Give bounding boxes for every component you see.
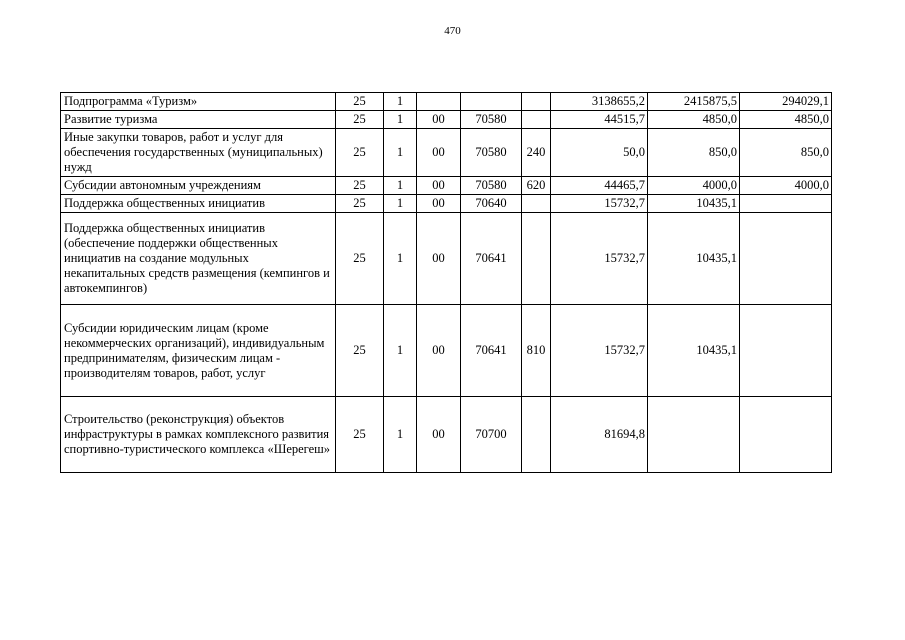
row-name: Развитие туризма bbox=[61, 111, 336, 129]
amount-cell: 850,0 bbox=[648, 129, 740, 177]
code-cell: 620 bbox=[522, 177, 551, 195]
row-name: Субсидии юридическим лицам (кроме некоммерческих организаций), индивидуальным предпринимателям, физическим лицам - производителям товаров, работ, услуг bbox=[61, 305, 336, 397]
amount-cell: 4000,0 bbox=[648, 177, 740, 195]
row-name: Строительство (реконструкция) объектов инфраструктуры в рамках комплексного развития спортивно-туристического комплекса «Шерегеш» bbox=[61, 397, 336, 473]
code-cell: 240 bbox=[522, 129, 551, 177]
code-cell bbox=[522, 195, 551, 213]
amount-cell: 15732,7 bbox=[551, 195, 648, 213]
code-cell: 25 bbox=[336, 397, 384, 473]
table-row bbox=[61, 305, 832, 397]
code-cell: 25 bbox=[336, 93, 384, 111]
code-cell: 00 bbox=[417, 397, 461, 473]
code-cell: 1 bbox=[384, 195, 417, 213]
code-cell: 00 bbox=[417, 129, 461, 177]
amount-cell: 850,0 bbox=[740, 129, 832, 177]
code-cell: 1 bbox=[384, 111, 417, 129]
code-cell: 70640 bbox=[461, 195, 522, 213]
table-row bbox=[61, 213, 832, 305]
code-cell: 1 bbox=[384, 177, 417, 195]
code-cell: 25 bbox=[336, 305, 384, 397]
amount-cell: 294029,1 bbox=[740, 93, 832, 111]
code-cell: 70641 bbox=[461, 305, 522, 397]
code-cell bbox=[522, 397, 551, 473]
amount-cell: 44515,7 bbox=[551, 111, 648, 129]
code-cell: 70580 bbox=[461, 129, 522, 177]
code-cell: 00 bbox=[417, 195, 461, 213]
code-cell: 25 bbox=[336, 129, 384, 177]
code-cell: 00 bbox=[417, 213, 461, 305]
code-cell: 25 bbox=[336, 177, 384, 195]
amount-cell: 44465,7 bbox=[551, 177, 648, 195]
code-cell bbox=[461, 93, 522, 111]
amount-cell bbox=[648, 397, 740, 473]
budget-table bbox=[60, 92, 832, 473]
code-cell: 70641 bbox=[461, 213, 522, 305]
amount-cell: 10435,1 bbox=[648, 195, 740, 213]
table-row bbox=[61, 397, 832, 473]
amount-cell bbox=[740, 397, 832, 473]
row-name: Подпрограмма «Туризм» bbox=[61, 93, 336, 111]
code-cell: 25 bbox=[336, 195, 384, 213]
amount-cell bbox=[740, 195, 832, 213]
row-name: Поддержка общественных инициатив bbox=[61, 195, 336, 213]
page-number: 470 bbox=[444, 25, 461, 37]
row-name: Поддержка общественных инициатив (обеспечение поддержки общественных инициатив на создание модульных некапитальных средств размещения (кемпингов и автокемпингов) bbox=[61, 213, 336, 305]
code-cell: 1 bbox=[384, 213, 417, 305]
amount-cell: 3138655,2 bbox=[551, 93, 648, 111]
code-cell: 1 bbox=[384, 93, 417, 111]
code-cell bbox=[522, 111, 551, 129]
code-cell: 00 bbox=[417, 111, 461, 129]
code-cell: 1 bbox=[384, 305, 417, 397]
code-cell: 00 bbox=[417, 305, 461, 397]
code-cell: 70700 bbox=[461, 397, 522, 473]
amount-cell: 15732,7 bbox=[551, 305, 648, 397]
row-name: Субсидии автономным учреждениям bbox=[61, 177, 336, 195]
table-row bbox=[61, 93, 832, 111]
code-cell: 25 bbox=[336, 111, 384, 129]
amount-cell: 10435,1 bbox=[648, 213, 740, 305]
row-name: Иные закупки товаров, работ и услуг для обеспечения государственных (муниципальных) нужд bbox=[61, 129, 336, 177]
code-cell: 70580 bbox=[461, 111, 522, 129]
code-cell bbox=[417, 93, 461, 111]
amount-cell: 4000,0 bbox=[740, 177, 832, 195]
code-cell: 1 bbox=[384, 397, 417, 473]
amount-cell: 2415875,5 bbox=[648, 93, 740, 111]
amount-cell bbox=[740, 305, 832, 397]
code-cell: 810 bbox=[522, 305, 551, 397]
code-cell: 1 bbox=[384, 129, 417, 177]
table-row bbox=[61, 111, 832, 129]
table-row bbox=[61, 129, 832, 177]
code-cell bbox=[522, 93, 551, 111]
table-row bbox=[61, 177, 832, 195]
code-cell: 70580 bbox=[461, 177, 522, 195]
amount-cell: 4850,0 bbox=[740, 111, 832, 129]
code-cell: 00 bbox=[417, 177, 461, 195]
code-cell bbox=[522, 213, 551, 305]
amount-cell bbox=[740, 213, 832, 305]
code-cell: 25 bbox=[336, 213, 384, 305]
amount-cell: 50,0 bbox=[551, 129, 648, 177]
amount-cell: 81694,8 bbox=[551, 397, 648, 473]
table-row bbox=[61, 195, 832, 213]
amount-cell: 4850,0 bbox=[648, 111, 740, 129]
amount-cell: 10435,1 bbox=[648, 305, 740, 397]
amount-cell: 15732,7 bbox=[551, 213, 648, 305]
